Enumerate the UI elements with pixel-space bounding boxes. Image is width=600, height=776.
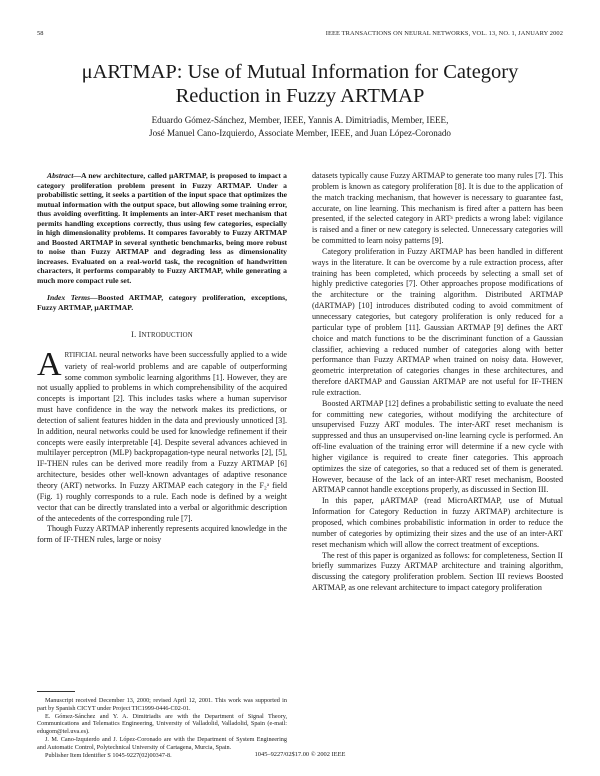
right-paragraph-5: The rest of this paper is organized as follows: for completeness, Section II briefly summarizes Fuzzy ARTMAP architecture and training algorithm, discussing the category proliferation problem. Section III reviews Boosted ARTMAP, as one relevant architecture to impact category proliferation	[312, 550, 563, 593]
footnote-rule	[37, 691, 75, 692]
paper-title	[37, 60, 563, 108]
right-paragraph-4: In this paper, μARTMAP (read MicroARTMAP, use of Mutual Information for Category Reduction in fuzzy ARTMAP) architecture is proposed, which combines probabilistic information in order to reduce the number of categories by optimizing their sizes and the use of an inter-ART reset mechanism which will allow the correct treatment of exceptions.	[312, 496, 563, 549]
footnote-publisher-id: Publisher Item Identifier S 1045-9227(02)00347-8.	[45, 751, 172, 759]
left-column	[37, 171, 287, 546]
authors-line-2: José Manuel Cano-Izquierdo, Associate Member, IEEE, and Juan López-Coronado	[149, 128, 451, 139]
running-header	[37, 30, 563, 42]
section-heading-introduction: I. INTRODUCTION	[131, 330, 193, 339]
right-column	[312, 171, 563, 594]
footnote-manuscript: Manuscript received December 13, 2000; revised April 12, 2001. This work was supported in part by Spanish CICYT under Project TIC1999-0446-C02-01.	[37, 697, 287, 712]
intro-paragraph-1: ARTIFICIAL neural networks have been successfully applied to a wide variety of real-world problems and are capable of outperforming some common symbolic learning algorithms [1]. However, they are not usually applied to problems in which comprehensibility of the acquired concepts is important [2]. This includes tasks where a human supervisor must have confidence in the way the network makes its predictions, or detection of salient features hidden in the data and previously unnoticed [3]. In addition, neural networks could be used for knowledge refinement if their concepts were easily interpretable [4]. Despite several advances achieved in multilayer perceptron (MLP) backpropagation-type neural networks [2], [5], IF-THEN rules can be derived more readily from a Fuzzy ARTMAP [6] architecture, besides other well-known advantages of adaptive resonance theory (ART) networks. In Fuzzy ARTMAP each category in the F₂ᵃ field (Fig. 1) roughly corresponds to a rule. Each node is defined by a weight vector that can be directly translated into a verbal or algorithmic description of the antecedents of the corresponding rule [7].	[37, 345, 287, 523]
right-paragraph-2: Category proliferation in Fuzzy ARTMAP has been handled in different ways in the literature. It can be overcome by a rule extraction process, after training has been completed, which proceeds by selecting a small set of highly predictive categories [7]. Other approaches propose modifications of the architecture or the training algorithm. Distributed ARTMAP (dARTMAP) [10] introduces distributed coding to avoid commitment of unnecessary categories, but category proliferation is only reduced for a particular type of problem [11]. Gaussian ARTMAP [9] defines the ART choice and match functions to be the discriminant function of a Gaussian classifier, achieving a reduced number of categories along with better performance than Fuzzy ARTMAP when trained on noisy data. However, geometric interpretation of categories changes in these architectures, and therefore dARTMAP and Gaussian ARTMAP are not useful for IF-THEN rule extraction.	[312, 246, 563, 397]
index-terms-label: Index Terms—	[47, 293, 98, 302]
abstract-text: A new architecture, called μARTMAP, is proposed to impact a category proliferation problem present in Fuzzy ARTMAP. Under a probabilistic setting, it seeks a partition of the input space that optimizes the mutual information with the output space, but allowing some training error, thus avoiding overfitting. It implements an inter-ART reset mechanism that permits handling exceptions correctly, thus using few categories, especially in high dimensionality problems. It compares favorably to Fuzzy ARTMAP and Boosted ARTMAP in several synthetic benchmarks, being more robust to noise than Fuzzy ARTMAP and degrading less as dimensionality increases. Evaluated on a real-world task, the recognition of handwritten characters, it performs comparably to Fuzzy ARTMAP, while generating a much more compact rule set.	[37, 171, 287, 285]
intro-paragraph-2: Though Fuzzy ARTMAP inherently represents acquired knowledge in the form of IF-THEN rules, large or noisy	[37, 524, 287, 545]
author-list	[37, 114, 563, 141]
title-line-2: Reduction in Fuzzy ARTMAP	[175, 85, 425, 107]
footnote-affiliation-2: J. M. Cano-Izquierdo and J. López-Coronado are with the Department of System Engineering and Automatic Control, Polytechnical University of Cartagena, Murcia, Spain.	[37, 735, 287, 751]
index-terms-text: Boosted ARTMAP, category proliferation, exceptions, Fuzzy ARTMAP, μARTMAP.	[37, 293, 287, 312]
right-paragraph-1: datasets typically cause Fuzzy ARTMAP to generate too many rules [7]. This problem is known as category proliferation [8]. It is due to the application of the match tracking mechanism, that however is necessary to guarantee fast, accurate, on line learning. This mechanism is fired after a pattern has been presented, if the selected category in ARTᵃ predicts a wrong label: vigilance is raised and a finer or new category is selected. Unnecessary categories will be committed to learn noisy patterns [9].	[312, 171, 563, 246]
copyright-footer: 1045–9227/02$17.00 © 2002 IEEE	[254, 751, 346, 758]
authors-line-1: Eduardo Gómez-Sánchez, Member, IEEE, Yannis A. Dimitriadis, Member, IEEE,	[151, 115, 449, 125]
footnote-affiliation-1: E. Gómez-Sánchez and Y. A. Dimitriadis are with the Department of Signal Theory, Communications and Telematics Engineering, University of Valladolid, Valladolid, Spain (e-mail: edugom@tel.uva.es).	[37, 712, 287, 736]
page-number: 58	[37, 30, 44, 37]
right-paragraph-3: Boosted ARTMAP [12] defines a probabilistic setting to evaluate the need for committing new categories, without modifying the architecture of unsupervised Fuzzy ART modules. The inter-ART reset mechanism is suppressed and thus an unsupervised on-line learning cycle is performed. An off-line evaluation of the training error will determine if a new cycle with higher vigilance is required to create finer categories. This approach optimizes the size of categories, so that a reduced set of them is generated. However, because of the lack of an inter-ART reset mechanism, Boosted ARTMAP cannot handle exceptions properly, as discussed in Section III.	[312, 398, 563, 495]
abstract	[37, 171, 287, 285]
abstract-label: Abstract—	[47, 171, 81, 180]
index-terms	[37, 293, 287, 312]
drop-cap: A	[37, 345, 62, 383]
title-line-1: μARTMAP: Use of Mutual Information for Category	[81, 61, 519, 83]
journal-header: IEEE TRANSACTIONS ON NEURAL NETWORKS, VOL. 13, NO. 1, JANUARY 2002	[325, 30, 563, 37]
